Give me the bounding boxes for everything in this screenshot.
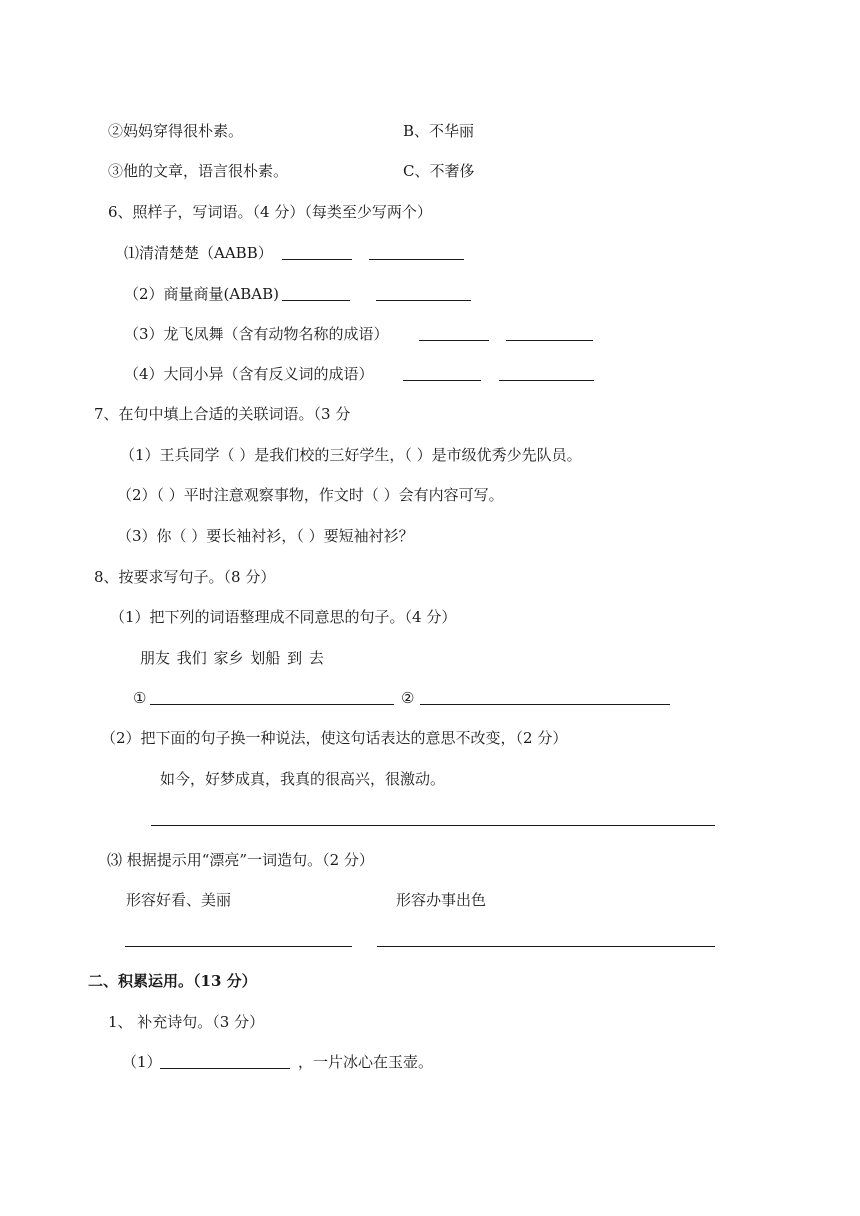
q8-title: 8、按要求写句子。（8 分） [94, 568, 276, 586]
q8-sub2-title: （2）把下面的句子换一种说法，使这句话表达的意思不改变，（2 分） [101, 729, 568, 747]
q8-sub3-hint-2: 形容办事出色 [396, 891, 487, 909]
q5-option-c: C、不奢侈 [403, 162, 475, 180]
q8-sub1-mark-1: ① [133, 689, 147, 707]
q8-sub3-answer-1[interactable] [125, 946, 352, 947]
q6-item-3-blank-2[interactable] [506, 340, 593, 341]
q6-item-2-blank-2[interactable] [376, 300, 471, 301]
q8-sub2-sentence: 如今，好梦成真，我真的很高兴，很激动。 [160, 770, 446, 788]
q6-item-2: （2）商量商量(ABAB) [124, 285, 279, 303]
q5-item-2: ②妈妈穿得很朴素。 [108, 122, 244, 140]
q6-item-1: ⑴清清楚楚（AABB） [124, 244, 273, 262]
q7-item-2: （2）（ ）平时注意观察事物，作文时（ ）会有内容可写。 [117, 486, 504, 504]
s2-q1-title: 1、 补充诗句。（3 分） [108, 1013, 265, 1031]
q8-sub1-words: 朋友 我们 家乡 划船 到 去 [140, 649, 324, 667]
q6-item-1-blank-1[interactable] [282, 259, 352, 260]
q8-sub1-answer-1[interactable] [150, 704, 394, 705]
section-2-title: 二、积累运用。（13 分） [88, 972, 257, 990]
q5-option-b: B、不华丽 [403, 122, 475, 140]
s2-q1-item-1-suffix: ，一片冰心在玉壶。 [298, 1053, 434, 1071]
q8-sub2-answer[interactable] [151, 825, 715, 826]
q6-item-4-blank-2[interactable] [499, 380, 594, 381]
q8-sub1-mark-2: ② [401, 689, 415, 707]
q6-title: 6、照样子，写词语。（4 分）（每类至少写两个） [108, 203, 432, 221]
q8-sub3-hint-1: 形容好看、美丽 [126, 891, 232, 909]
q8-sub3-title: ⑶ 根据提示用“漂亮”一词造句。（2 分） [107, 851, 374, 869]
q6-item-3-blank-1[interactable] [419, 340, 489, 341]
q6-item-3: （3）龙飞凤舞（含有动物名称的成语） [124, 325, 389, 343]
q6-item-4: （4）大同小异（含有反义词的成语） [124, 365, 374, 383]
q6-item-4-blank-1[interactable] [403, 380, 481, 381]
q6-item-1-blank-2[interactable] [369, 259, 464, 260]
q7-item-3: （3）你（ ）要长袖衬衫，（ ）要短袖衬衫？ [117, 527, 414, 545]
q6-item-2-blank-1[interactable] [282, 300, 350, 301]
q8-sub3-answer-2[interactable] [377, 946, 715, 947]
q8-sub1-answer-2[interactable] [420, 704, 670, 705]
q7-title: 7、在句中填上合适的关联词语。（3 分 [94, 405, 351, 423]
q8-sub1-title: （1）把下列的词语整理成不同意思的句子。（4 分） [110, 608, 457, 626]
s2-q1-item-1-blank[interactable] [160, 1068, 290, 1069]
s2-q1-item-1-prefix: （1） [122, 1053, 162, 1071]
q5-item-3: ③他的文章，语言很朴素。 [108, 162, 289, 180]
q7-item-1: （1）王兵同学（ ）是我们校的三好学生，（ ）是市级优秀少先队员。 [120, 446, 582, 464]
